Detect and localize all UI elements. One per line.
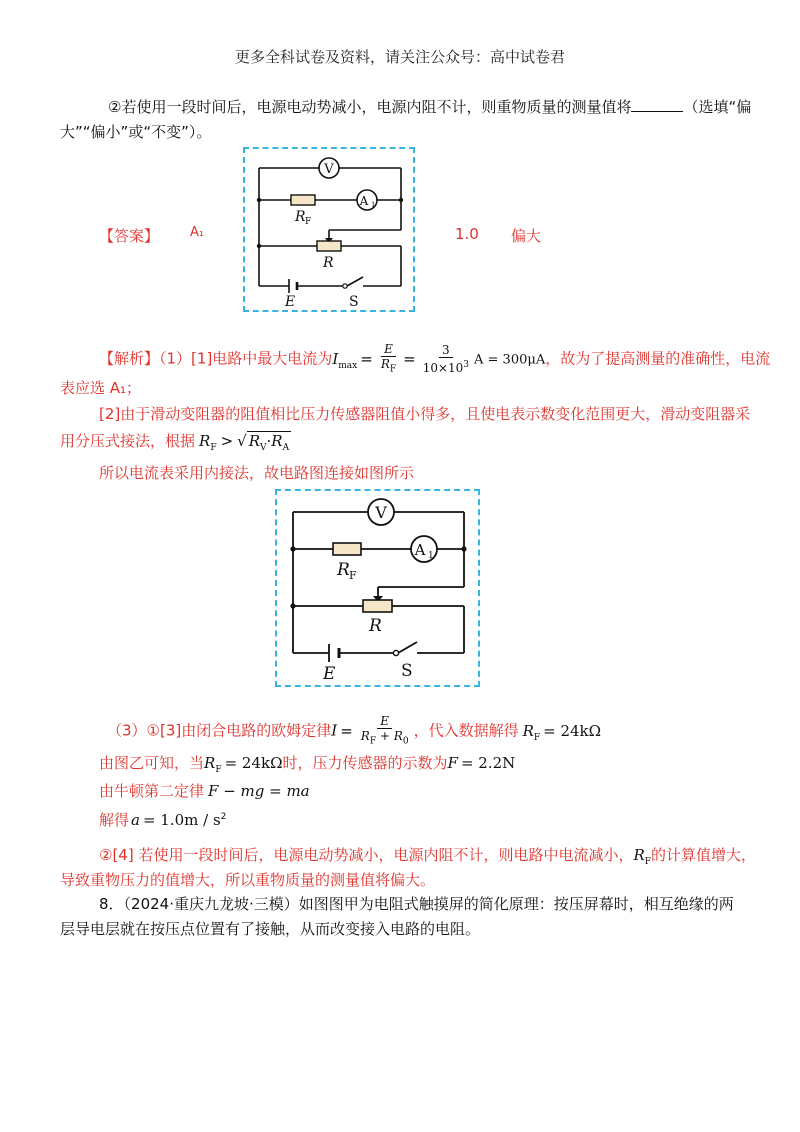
question-2-line-2: 大”“偏小”或“不变”）。 [60,123,212,141]
frac2-den [420,358,472,375]
ammeter-label-large: A [414,541,426,559]
circuit-svg-large [277,491,478,685]
imax-symbol [332,349,358,371]
frac-ohm-den-r0: R [393,729,403,743]
rf-24k-letter: R [204,754,216,772]
switch-label: S [349,294,359,310]
frac-ohm-den [358,729,412,748]
frac-ohm-den-rf: R [360,729,370,743]
analysis-line-1 [99,342,770,376]
analysis-p8-a: ②[4] 若使用一段时间后，电源电动势减小，电源内阻不计，则电路中电流减小， [99,846,634,864]
rf-label: R [295,209,306,225]
a-value: = 1.0m / s [142,811,221,829]
sqrt-expression: √ $R_V\cdot R_A$ [237,432,290,453]
analysis-p5-prefix: 由图乙可知，当 [99,754,205,772]
frac-ohm-den-sub1: F [369,736,377,747]
rheostat-label: R [323,255,334,271]
rf-24k-value: = 24kΩ [224,754,283,772]
ammeter-label-sub-large: 1 [428,551,434,561]
frac-eq: = [403,349,416,368]
rheostat-icon-large [363,600,392,612]
analysis-line-5: 所以电流表采用内接法，故电路图连接如图所示 [99,464,415,482]
rf-sub: F [210,443,217,453]
rf-result-symbol [522,721,541,743]
rf-24k-sub: F [215,765,222,775]
analysis-line-6 [107,714,601,748]
analysis-line-9 [99,809,226,830]
answer-a1: A₁ [190,225,205,240]
frac-e-over-rf [378,342,399,376]
question-8-line-1: 8．（2024·重庆九龙坡·三模）如图图甲为电阻式触摸屏的简化原理：按压屏幕时，相互绝缘的两 [99,895,734,913]
battery-label-large: E [323,664,336,684]
frac2-den-sup: 3 [463,360,470,371]
rf-label-sub: F [305,217,312,227]
analysis-p5-mid: 时，压力传感器的示数为 [282,754,448,772]
voltmeter-label: V [324,162,334,177]
analysis-line-3: [2]由于滑动变阻器的阻值相比压力传感器阻值小得多，且使电表示数变化范围更大，滑动变阻器采 [99,405,751,423]
answer-blank [631,97,683,112]
rf-letter: R [199,432,211,450]
gt-symbol: > [220,432,234,450]
imax-letter: I [332,349,339,368]
sqrt-body [247,431,291,453]
rf-resistor-icon-large [333,543,361,555]
question-8-line-2: 层导电层就在按压点位置有了接触，从而改变接入电路的电阻。 [60,920,481,938]
a-value-sup: 2 [220,812,227,822]
rf-symbol [199,432,217,453]
switch-label-large: S [401,661,413,681]
question-2-text-b: （选填“偏 [683,98,752,116]
frac1-num: E [381,342,396,357]
frac2-num: 3 [439,343,453,358]
rf-label-sub-large: F [349,569,357,582]
answer-value-2: 偏大 [511,227,542,245]
rv-sub: V [260,443,267,453]
rf-resistor-icon [291,195,315,205]
analysis-line-10 [99,844,756,867]
voltmeter-label-large: V [375,503,387,522]
frac1-den-sub: F [389,364,397,375]
ra-sub: A [282,443,290,453]
analysis-line-8 [99,780,310,801]
frac-ohm-den-plus: + [379,729,390,743]
dot-symbol: · [266,432,272,450]
circuit-diagram-large [275,489,480,687]
analysis-p1-prefix: （1）[1]电路中最大电流为 [159,349,333,368]
analysis-p4-mid: ，代入数据解得 [413,721,519,740]
rf-result-value: = 24kΩ [543,721,602,740]
imax-result: A = 300μA [474,352,546,368]
analysis-p4-prefix: （3）①[3]由闭合电路的欧姆定律 [107,721,332,740]
switch-icon [343,284,347,288]
analysis-line-2: 表应选 A₁； [60,379,142,397]
frac-ohm-num: E [377,714,392,729]
switch-icon-large [393,650,398,655]
question-2-text-a: ②若使用一段时间后，电源电动势减小，电源内阻不计，则重物质量的测量值将 [108,98,632,116]
rf-result-sub: F [533,732,541,743]
f-symbol: F [447,754,458,772]
a-symbol: a [131,811,140,829]
analysis-line-11: 导致重物压力的值增大，所以重物质量的测量值将偏大。 [60,871,436,889]
analysis-line-7 [99,752,515,775]
ra-letter: R [271,432,283,450]
analysis-p8-b: 的计算值增大， [651,846,757,864]
rf-final-sub: F [644,857,652,867]
analysis-line-4 [60,430,291,453]
rheostat-label-large: R [369,616,382,636]
analysis-p2-prefix: 用分压式接法，根据 [60,432,196,450]
analysis-p7-prefix: 解得 [99,811,130,829]
f-value: = 2.2N [460,754,516,772]
rheostat-icon [317,241,341,251]
rf-label-large: R [337,560,350,580]
analysis-p1-suffix: ，故为了提高测量的准确性，电流 [545,349,771,368]
imax-sub: max [338,360,358,371]
frac-ohm-den-sub2: 0 [402,736,409,747]
imax-eq: = [360,349,373,368]
ammeter-label: A [359,194,369,208]
i-eq: = [340,721,353,740]
answer-label: 【答案】 [99,227,160,245]
question-2-line-1 [108,96,751,117]
rf-24k-symbol [204,754,222,775]
page-header: 更多全科试卷及资料，请关注公众号：高中试卷君 [234,48,565,66]
circuit-diagram-small [243,147,415,312]
analysis-p6-prefix: 由牛顿第二定律 [99,782,205,800]
rf-final-letter: R [633,846,645,864]
frac-3-over-10e3 [420,343,472,375]
newton-equation: F − mg = ma [208,782,310,800]
rf-final-symbol [633,846,652,867]
rv-letter: R [248,432,260,450]
answer-value-1: 1.0 [455,225,479,243]
frac1-den [378,357,399,376]
battery-label: E [285,294,296,310]
i-symbol: I [331,721,338,740]
frac1-den-r: R [380,357,390,371]
circuit-svg-small [245,149,413,310]
rf-result-letter: R [522,721,534,740]
frac-ohm [358,714,412,748]
ammeter-label-sub: 1 [371,201,376,209]
analysis-label: 【解析】 [99,349,160,368]
frac2-den-base: 10×10 [422,361,464,376]
